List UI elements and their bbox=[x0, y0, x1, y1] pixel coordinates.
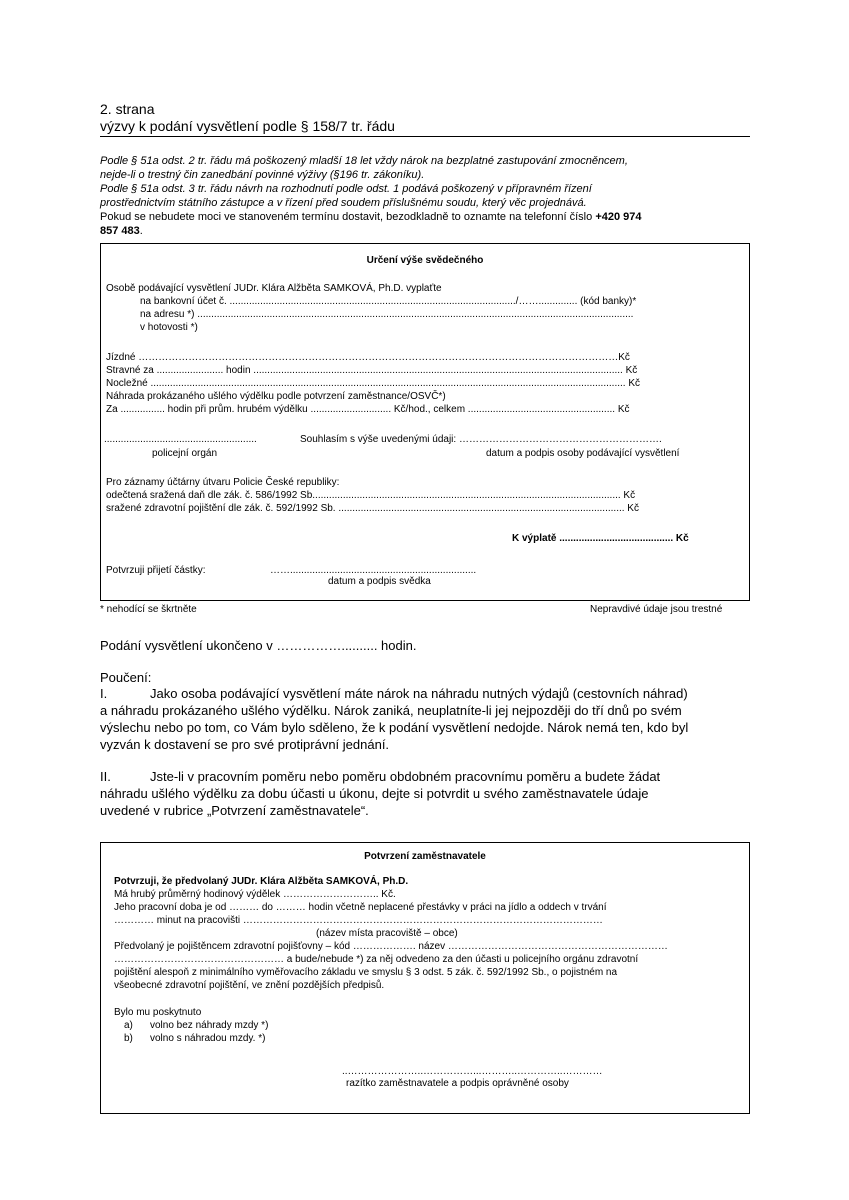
employer-box-title: Potvrzení zaměstnavatele bbox=[364, 851, 486, 862]
break-minutes-line[interactable]: ………… minut na pracovišti ……………………………………………………………………………………………… bbox=[114, 915, 603, 926]
intro-line-4: prostřednictvím státního zástupce a v řízení před soudem příslušnému soudu, který věc projednává. bbox=[100, 197, 587, 209]
lost-earnings-heading: Náhrada prokázaného ušlého výdělku podle potvrzení zaměstnance/OSVČ*) bbox=[106, 391, 446, 402]
payee-line: Osobě podávající vysvětlení JUDr. Klára Alžběta SAMKOVÁ, Ph.D. vyplaťte bbox=[106, 283, 442, 294]
receipt-signature-dots[interactable]: ……................................................................... bbox=[270, 565, 477, 576]
option-unpaid-leave[interactable]: volno bez náhrady mzdy *) bbox=[150, 1020, 269, 1031]
instruction-2-line-2: náhradu ušlého výdělku za dobu účasti u úkonu, dejte si potvrdit u svého zaměstnavatele údaje bbox=[100, 786, 649, 801]
police-signature-dots[interactable]: ....................................................... bbox=[104, 434, 257, 445]
law-reference-line: všeobecné zdravotní pojištění, ve znění pozdějších předpisů. bbox=[114, 980, 385, 991]
witness-signature-label: datum a podpis svědka bbox=[328, 576, 431, 587]
instructions-heading: Poučení: bbox=[100, 670, 152, 685]
health-insurance-line[interactable]: sražené zdravotní pojištění dle zák. č. 592/1992 Sb. ....................................................................................................... Kč bbox=[106, 503, 639, 514]
provided-heading: Bylo mu poskytnuto bbox=[114, 1007, 202, 1018]
insurer-line[interactable]: Předvolaný je pojištěncem zdravotní pojišťovny – kód ………………. název ………………………………………………………… bbox=[114, 941, 668, 952]
intro-line-3: Podle § 51a odst. 3 tr. řádu návrh na rozhodnutí podle odst. 1 podává poškozený v přípravném řízení bbox=[100, 183, 592, 195]
instruction-1-line-4: vyzván k dostavení se pro své protiprávní jednání. bbox=[100, 737, 390, 752]
instruction-2-number: II. bbox=[100, 769, 111, 784]
hourly-wage-line[interactable]: Má hrubý průměrný hodinový výdělek ……………………….. Kč. bbox=[114, 889, 396, 900]
phone-notice-cont bbox=[100, 225, 143, 237]
instruction-1-line-1: Jako osoba podávající vysvětlení máte nárok na náhradu nutných výdajů (cestovních náhrad) bbox=[150, 686, 688, 701]
witness-box-title: Určení výše svědečného bbox=[366, 255, 484, 266]
phone-notice bbox=[100, 211, 642, 223]
option-b-letter: b) bbox=[124, 1033, 133, 1044]
tax-deduction-line[interactable]: odečtená sražená daň dle zák. č. 586/1992 Sb............................................................................................................... Kč bbox=[106, 490, 636, 501]
intro-line-1: Podle § 51a odst. 2 tr. řádu má poškozený mladší 18 let vždy nárok na bezplatné zastupování zmocněncem, bbox=[100, 155, 628, 167]
page-number-label: 2. strana bbox=[100, 101, 155, 117]
header-rule bbox=[100, 136, 750, 137]
address-field[interactable]: na adresu *) ............................................................................................................................................................. bbox=[140, 309, 634, 320]
employer-confirm-line: Potvrzuji, že předvolaný JUDr. Klára Alžběta SAMKOVÁ, Ph.D. bbox=[114, 876, 409, 887]
document-subtitle: výzvy k podání vysvětlení podle § 158/7 tr. řádu bbox=[100, 118, 395, 134]
phone-notice-text: Pokud se nebudete moci ve stanoveném termínu dostavit, bezodkladně to oznamte na telefonní číslo bbox=[100, 211, 593, 223]
phone-number-part1: +420 974 bbox=[595, 211, 642, 223]
stamp-signature-dots[interactable]: ..…………………..……………...………..…………..………… bbox=[342, 1066, 603, 1077]
intro-line-2: nejde-li o trestný čin zanedbání povinné výživy (§196 tr. zákoníku). bbox=[100, 169, 425, 181]
workplace-name-label: (název místa pracoviště – obce) bbox=[316, 928, 458, 939]
phone-period: . bbox=[139, 225, 143, 237]
lost-earnings-calc[interactable]: Za ................ hodin při prům. hrubém výdělku ............................. Kč/hod., celkem ..................................................... Kč bbox=[106, 404, 630, 415]
cash-option: v hotovosti *) bbox=[140, 322, 198, 333]
accounting-heading: Pro záznamy účtárny útvaru Policie České republiky: bbox=[106, 477, 340, 488]
footnote-strike: * nehodící se škrtněte bbox=[100, 604, 197, 615]
stamp-signature-label: razítko zaměstnavatele a podpis oprávněné osoby bbox=[346, 1078, 569, 1089]
instruction-1-line-2: a náhradu prokázaného ušlého výdělku. Nárok zaniká, neuplatníte-li jej nejpozději do tří dnů po svém bbox=[100, 703, 682, 718]
fare-line[interactable]: Jízdné ………………………………………………………………………………………………………………………………Kč bbox=[106, 352, 630, 363]
signature-label: datum a podpis osoby podávající vysvětlení bbox=[486, 448, 680, 459]
instruction-2-line-1: Jste-li v pracovním poměru nebo poměru obdobném pracovnímu poměru a budete žádat bbox=[150, 769, 661, 784]
payout-total[interactable]: K výplatě ......................................... Kč bbox=[512, 533, 689, 544]
agreement-line[interactable]: Souhlasím s výše uvedenými údaji: ……………………………………………………. bbox=[300, 434, 662, 445]
working-hours-line[interactable]: Jeho pracovní doba je od ……… do ……… hodin včetně neplacené přestávky v práci na jídlo a oddech v trvání bbox=[114, 902, 607, 913]
instruction-2-line-3: uvedené v rubrice „Potvrzení zaměstnavatele“. bbox=[100, 803, 369, 818]
option-paid-leave[interactable]: volno s náhradou mzdy. *) bbox=[150, 1033, 266, 1044]
meal-allowance-line[interactable]: Stravné za ........................ hodin ..................................................................................................................................... Kč bbox=[106, 365, 638, 376]
police-organ-label: policejní orgán bbox=[152, 448, 218, 459]
footnote-false-info: Nepravdivé údaje jsou trestné bbox=[590, 604, 723, 615]
instruction-1-line-3: výslechu nebo po tom, co Vám bylo sděleno, že k podání vysvětlení nedojde. Nárok nemá ten, kdo byl bbox=[100, 720, 689, 735]
ended-time-line[interactable]: Podání vysvětlení ukončeno v …………….......... hodin. bbox=[100, 638, 417, 653]
option-a-letter: a) bbox=[124, 1020, 133, 1031]
minimum-base-line: pojištění alespoň z minimálního vyměřovacího základu ve smyslu § 3 odst. 5 zák. č. 592/1992 Sb., o pojistném na bbox=[114, 967, 618, 978]
overnight-line[interactable]: Nocležné ........................................................................................................................................................................... Kč bbox=[106, 378, 641, 389]
bank-account-field[interactable]: na bankovní účet č. ......................................................................................................./…….............. (kód banky)* bbox=[140, 296, 637, 307]
instruction-1-number: I. bbox=[100, 686, 108, 701]
receipt-label: Potvrzuji přijetí částky: bbox=[106, 565, 206, 576]
insurance-deduction-line[interactable]: …………………………………………… a bude/nebude *) za něj odvedeno za den účasti u policejního orgánu zdravotní bbox=[114, 954, 639, 965]
phone-number-part2: 857 483 bbox=[100, 225, 140, 237]
